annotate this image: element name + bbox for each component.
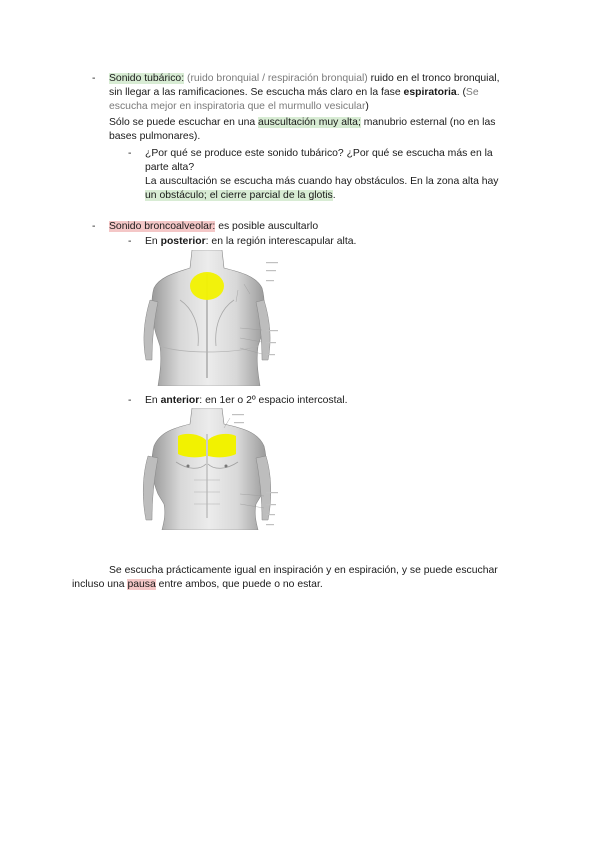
text: Sólo se puede escuchar en una [109,117,256,128]
highlight: auscultación muy alta; [258,117,361,128]
auscultation-zone-left [178,434,206,457]
sub-question-2: parte alta? [145,162,195,173]
text: ) [365,101,369,112]
item1-line4 [109,116,495,129]
text: : en 1er o 2º espacio intercostal. [199,395,348,406]
list-bullet: - [92,73,96,84]
paren-note: Se [465,87,479,98]
text: incluso una [72,579,125,590]
paren-note: (ruido bronquial / respiración bronquial) [186,73,368,84]
paren-note: escucha mejor en inspiratoria que el murmullo vesicular [109,101,366,112]
closing-line-2 [72,578,323,591]
text: manubrio esternal (no en las [363,117,496,128]
sub-anterior [145,394,348,407]
item2-line1 [109,220,318,233]
bold-term: espiratoria [403,87,457,98]
item1-line3 [109,100,369,113]
closing-line-1: Se escucha prácticamente igual en inspiración y en espiración, y se puede escuchar [109,565,498,576]
sub-bullet: - [128,148,132,159]
text: En [145,395,158,406]
term-sonido-broncoalveolar: Sonido broncoalveolar: [109,221,216,232]
bold-term: anterior [160,395,200,406]
term-sonido-tubarico: Sonido tubárico: [109,73,185,84]
bold-term: posterior [160,236,206,247]
sub-bullet: - [128,395,132,406]
auscultation-zone-right [208,434,236,457]
text: es posible auscultarlo [218,221,319,232]
item1-text: ruido en el tronco bronquial, [370,73,500,84]
sub-answer-1: La auscultación se escucha más cuando hay obstáculos. En la zona alta hay [145,176,499,187]
text: . [332,190,336,201]
item1-line2 [109,86,479,99]
text: . ( [456,87,466,98]
highlight-pausa: pausa [127,579,156,590]
item1-line5: bases pulmonares). [109,131,201,142]
text: entre ambos, que puede o no estar. [158,579,323,590]
auscultation-zone [190,272,224,300]
list-bullet: - [92,221,96,232]
sub-answer-2 [145,189,336,202]
sub-question-1: ¿Por qué se produce este sonido tubárico? ¿Por qué se escucha más en la [145,148,493,159]
text: En [145,236,158,247]
highlight: un obstáculo; el cierre parcial de la glotis [145,190,333,201]
text: sin llegar a las ramificaciones. Se escucha más claro en la fase [109,87,401,98]
posterior-torso-illustration [140,250,280,386]
sub-bullet: - [128,236,132,247]
item1-line1 [109,72,499,85]
text: : en la región interescapular alta. [205,236,357,247]
sub-posterior [145,235,356,248]
anterior-torso-illustration [140,408,280,530]
